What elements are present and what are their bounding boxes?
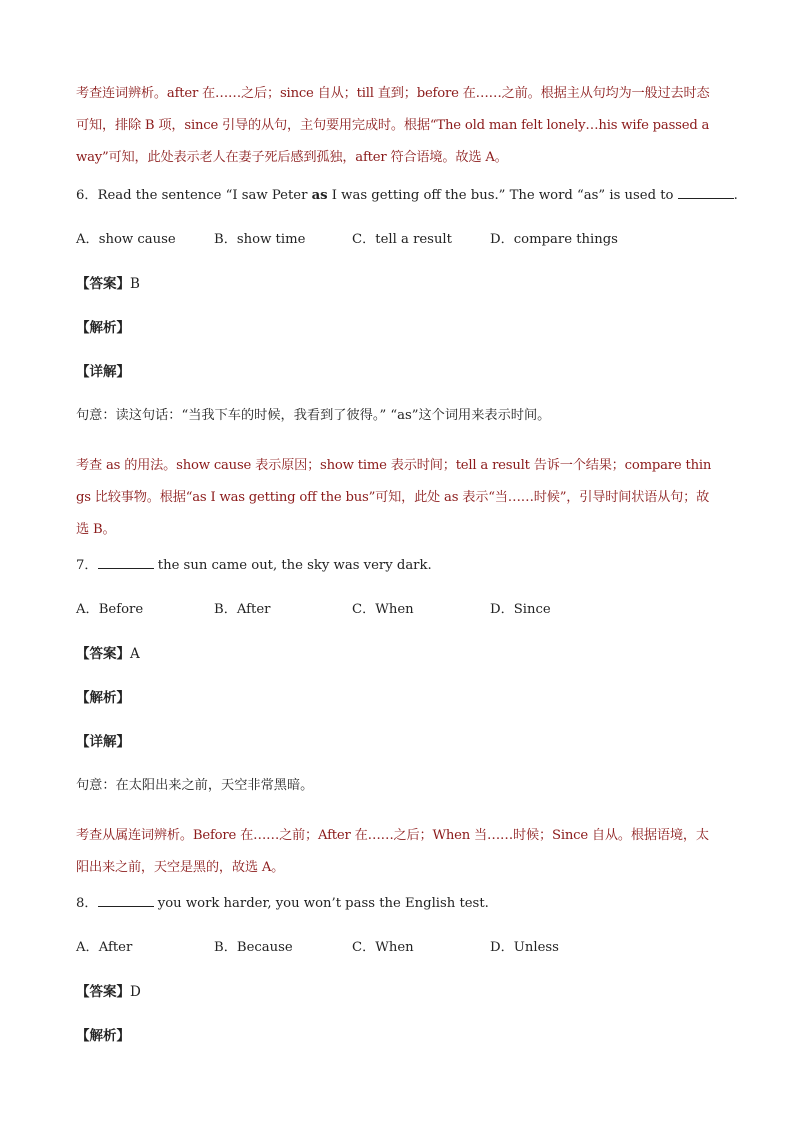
question-6-meaning: 句意：读这句话：“当我下车的时候，我看到了彼得。” “as”这个词用来表示时间。 [76,408,551,423]
question-8-answer [76,982,718,1002]
question-7-option-d: D．Since [490,602,551,617]
question-6-blank [678,186,734,199]
intro-analysis: 考查连词辨析。after 在……之后；since 自从；till 直到；before 在……之前。根据主从句均为一般过去时态可知，排除 B 项，since 引导的从句，主句要用完成时。根据“The old man felt lonely…his wife passed away”可知，此处表示老人在妻子死后感到孤独，after 符合语境。故选 A。 [76,86,710,165]
question-7-answer [76,644,718,664]
question-8-options [76,938,718,958]
question-8-option-c: C．When [352,940,414,955]
question-6-analysis-heading: 【解析】 [76,320,130,336]
question-8-option-b: B．Because [214,940,293,955]
question-6-option-b: B．show time [214,232,306,247]
question-8-answer-label: 【答案】 [76,984,130,1000]
question-6-analysis: 考查 as 的用法。show cause 表示原因；show time 表示时间；tell a result 告诉一个结果；compare things 比较事物。根据“as I was getting off the bus”可知，此处 as 表示“当……时候”，引导时间状语从句；故选 B。 [76,458,712,537]
question-7-blank [98,556,154,569]
document-page [76,78,738,1070]
question-7-detail-heading: 【详解】 [76,734,130,750]
question-7-analysis: 考查从属连词辨析。Before 在……之前；After 在……之后；When 当……时候；Since 自从。根据语境，太阳出来之前，天空是黑的，故选 A。 [76,828,709,875]
question-6-answer-label: 【答案】 [76,276,130,292]
question-8-analysis-heading: 【解析】 [76,1028,130,1044]
question-7-analysis-heading: 【解析】 [76,690,130,706]
question-7-meaning: 句意：在太阳出来之前，天空非常黑暗。 [76,778,314,793]
question-7-options [76,600,718,620]
question-6-keyword: as [311,188,328,203]
question-6-text-before: Read the sentence “I saw Peter [97,188,312,203]
question-8-option-d: D．Unless [490,940,559,955]
question-7-answer-value: A [130,646,140,662]
question-7-text: the sun came out, the sky was very dark. [153,558,432,573]
question-6-stem [76,186,738,206]
question-6-options [76,230,718,250]
question-6-text-after: I was getting off the bus.” The word “as” is used to [327,188,678,203]
question-8-stem [76,894,718,914]
question-6-answer-value: B [130,276,140,292]
question-7-stem [76,556,718,576]
question-7-number: 7． [76,558,98,573]
question-6-answer [76,274,718,294]
question-7-option-a: A．Before [76,602,144,617]
question-6-number: 6． [76,188,98,203]
question-7-option-b: B．After [214,602,271,617]
question-8-text: you work harder, you won’t pass the English test. [153,896,489,911]
question-8-number: 8． [76,896,98,911]
question-7-option-c: C．When [352,602,414,617]
question-8-blank [98,894,154,907]
question-6-option-a: A．show cause [76,232,176,247]
question-6-detail-heading: 【详解】 [76,364,130,380]
question-6-option-d: D．compare things [490,232,618,247]
question-8-answer-value: D [130,984,141,1000]
question-7-answer-label: 【答案】 [76,646,130,662]
question-8-option-a: A．After [76,940,133,955]
question-6-text-end: . [733,188,738,203]
question-6-option-c: C．tell a result [352,232,452,247]
